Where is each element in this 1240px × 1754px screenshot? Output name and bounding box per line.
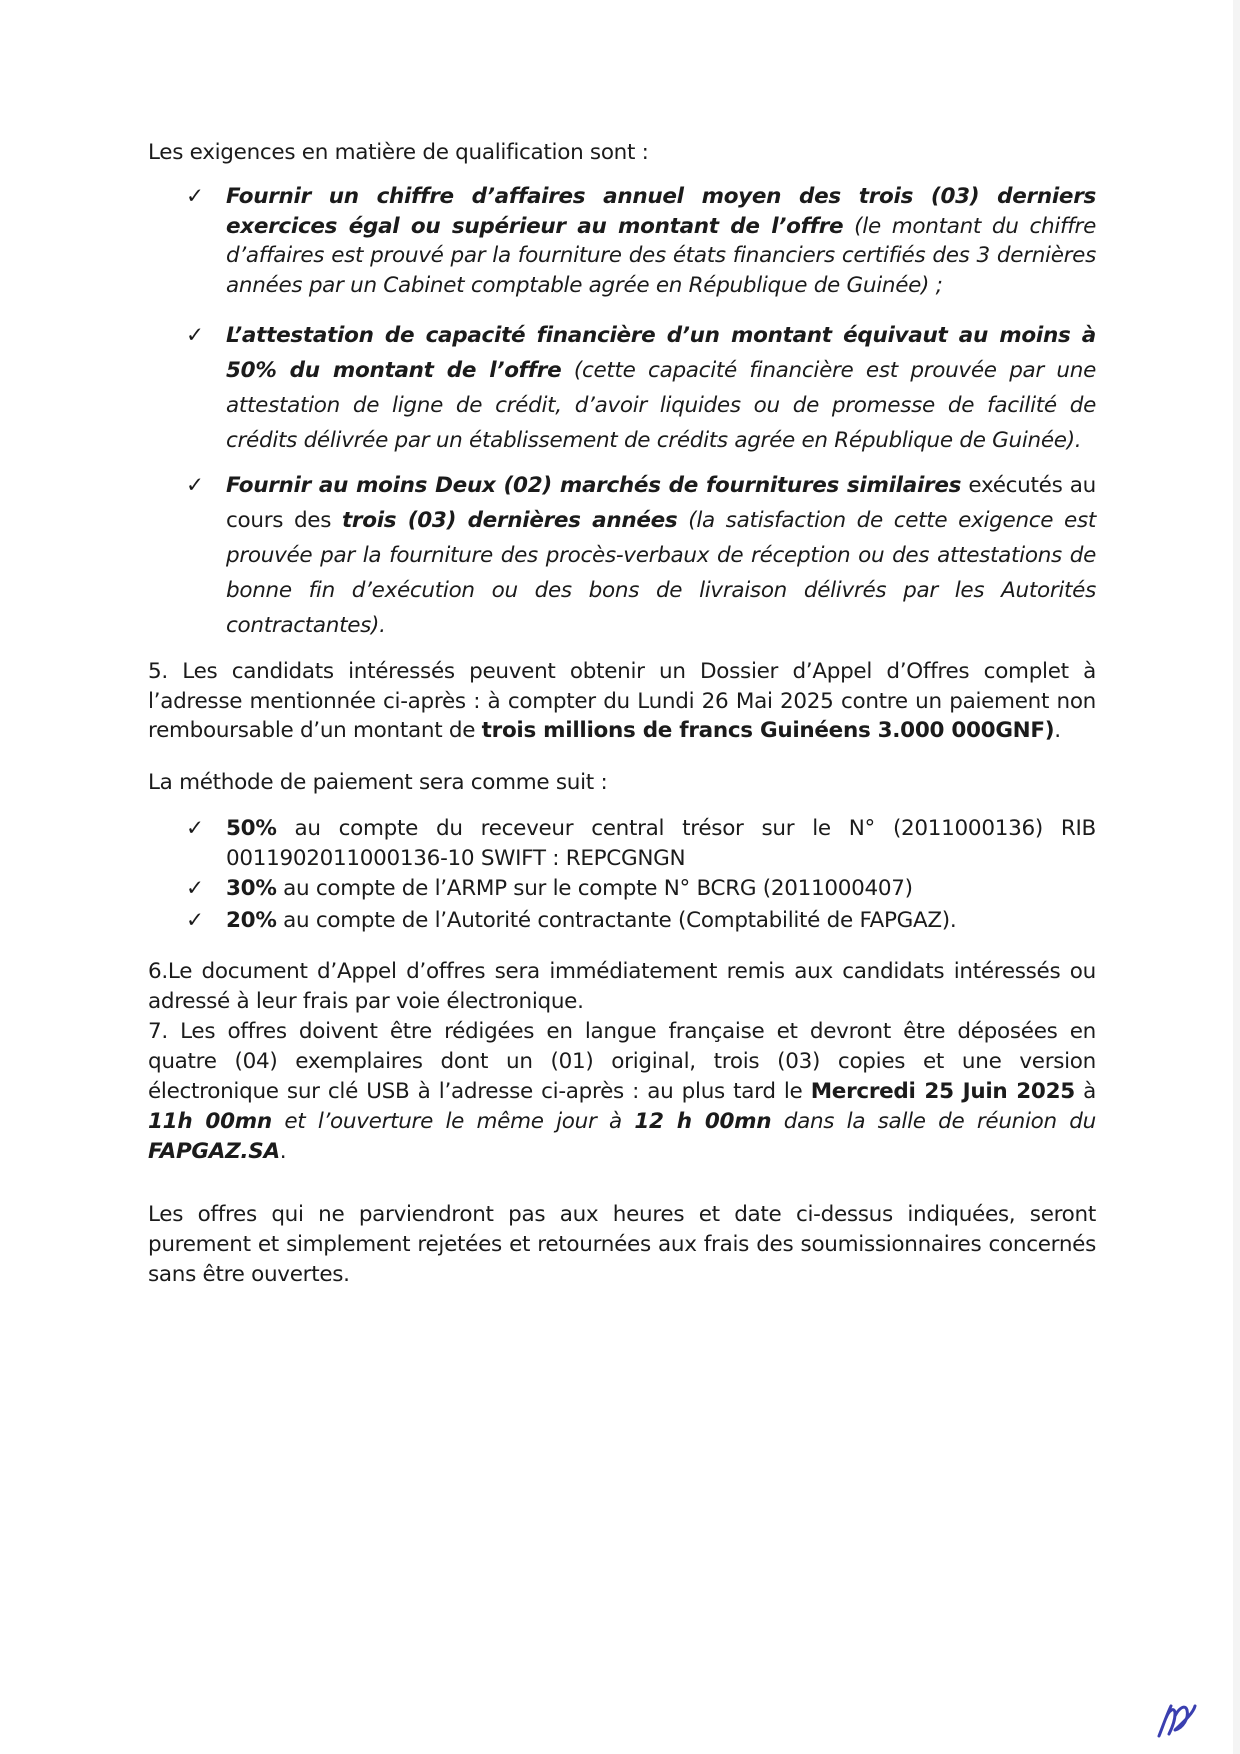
scan-edge-shadow	[1233, 0, 1240, 1754]
opening-place: dans la salle de réunion du	[771, 1108, 1096, 1134]
section-7-end: .	[279, 1138, 287, 1164]
qualification-list	[148, 182, 1096, 643]
qualification-intro: Les exigences en matière de qualification sont :	[148, 140, 649, 165]
document-body	[148, 138, 1096, 1290]
section-7	[148, 1017, 1096, 1167]
checkmark-icon: ✓	[186, 184, 204, 209]
checkmark-icon: ✓	[186, 907, 204, 933]
qualification-title: Fournir un chiffre d’affaires annuel moyen des trois (03) derniers exercices égal ou supérieur au montant de l’offre	[226, 184, 1096, 239]
payment-list	[148, 814, 1096, 937]
qualification-detail: (le montant du chiffre d’affaires est prouvé par la fourniture des états financiers certifiés des 3 dernières années par un Cabinet comptable agrée en République de Guinée) ;	[226, 213, 1096, 298]
qualification-title: L’attestation de capacité financière d’un montant équivaut au moins à 50% du montant de l’offre	[226, 323, 1096, 383]
section-7-text: 7. Les offres doivent être rédigées en langue française et devront être déposées en quatre (04) exemplaires dont un (01) original, trois (03) copies et une version électronique sur clé USB à l’adresse ci-après : au plus tard le	[148, 1018, 1096, 1104]
section-5-text: 5. Les candidats intéressés peuvent obtenir un Dossier d’Appel d’Offres complet à l’adresse mentionnée ci-après : à compter du Lundi 26 Mai 2025 contre un paiement non remboursable d’un montant de	[148, 659, 1096, 743]
payment-percent: 20%	[226, 907, 277, 933]
organization-name: FAPGAZ.SA	[148, 1138, 280, 1164]
qualification-item	[186, 468, 1096, 643]
payment-item	[186, 904, 1096, 937]
handwritten-initials-icon	[1153, 1700, 1199, 1740]
payment-text: au compte de l’Autorité contractante (Comptabilité de FAPGAZ).	[276, 907, 957, 933]
qualification-period: trois (03) dernières années	[341, 508, 678, 533]
checkmark-icon: ✓	[186, 815, 204, 841]
checkmark-icon: ✓	[186, 323, 204, 348]
qualification-detail: (cette capacité financière est prouvée par une attestation de ligne de crédit, d’avoir liquides ou de promesse de facilité de crédits délivrée par un établissement de crédits agrée en République de Guinée).	[226, 358, 1097, 453]
payment-item	[186, 874, 1096, 904]
payment-text: au compte du receveur central trésor sur le N° (2011000136) RIB 0011902011000136-10 SWIFT : REPCGNGN	[226, 815, 1096, 871]
payment-percent: 50%	[226, 815, 277, 841]
closing-paragraph: Les offres qui ne parviendront pas aux heures et date ci-dessus indiquées, seront purement et simplement rejetées et retournées aux frais des soumissionnaires concernés sans être ouvertes.	[148, 1201, 1096, 1287]
deadline-date: Mercredi 25 Juin 2025	[810, 1078, 1075, 1104]
payment-percent: 30%	[226, 875, 277, 901]
qualification-title: Fournir au moins Deux (02) marchés de fournitures similaires	[226, 473, 962, 498]
section-5-amount: trois millions de francs Guinéens 3.000 000GNF)	[481, 718, 1055, 743]
payment-text: au compte de l’ARMP sur le compte N° BCRG (2011000407)	[276, 875, 913, 901]
qualification-detail: (la satisfaction de cette exigence est prouvée par la fourniture des procès-verbaux de réception ou des attestations de bonne fin d’exécution ou des bons de livraison délivrés par les Autorités contractantes).	[226, 508, 1096, 638]
section-5-end: .	[1054, 718, 1061, 743]
deadline-time: 11h 00mn	[148, 1108, 272, 1134]
opening-time: 12 h 00mn	[634, 1108, 772, 1134]
qualification-item	[186, 318, 1096, 458]
section-5	[148, 657, 1096, 746]
opening-text: et l’ouverture le même jour à	[271, 1108, 635, 1134]
qualification-text: exécutés au cours des	[226, 473, 1096, 533]
payment-intro: La méthode de paiement sera comme suit :	[148, 769, 608, 795]
checkmark-icon: ✓	[186, 473, 204, 498]
checkmark-icon: ✓	[186, 875, 204, 901]
section-6: 6.Le document d’Appel d’offres sera immédiatement remis aux candidats intéressés ou adressé à leur frais par voie électronique.	[148, 958, 1096, 1014]
payment-item	[186, 814, 1096, 874]
section-7-connector: à	[1074, 1078, 1096, 1104]
qualification-item	[186, 182, 1096, 300]
